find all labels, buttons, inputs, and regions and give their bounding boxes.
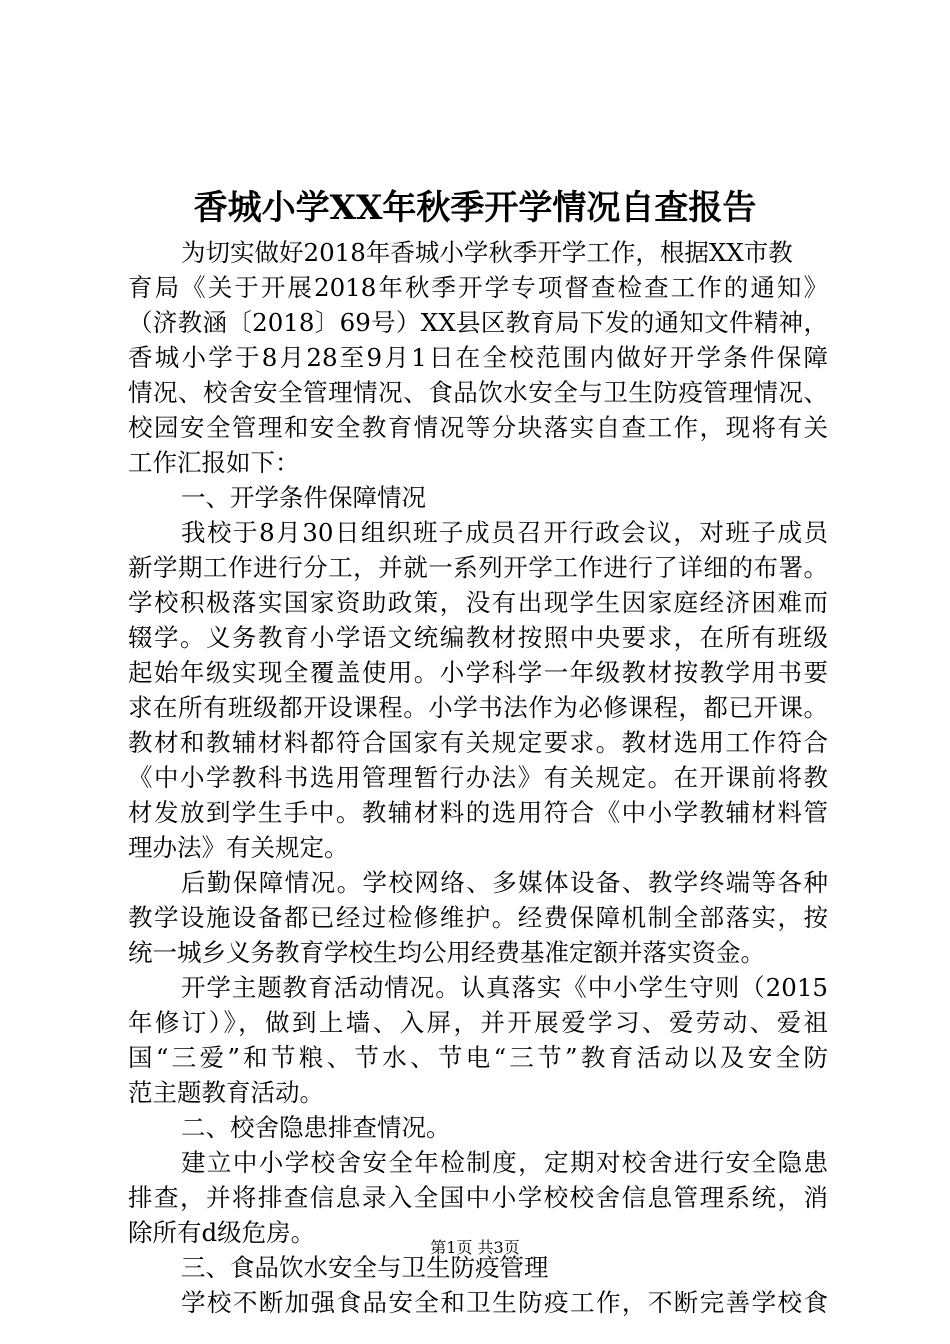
text-line: 后勤保障情况。学校网络、多媒体设备、教学终端等各种 [181, 868, 828, 897]
text-line: 《中小学教科书选用管理暂行办法》有关规定。在开课前将教 [128, 763, 828, 792]
text-line: 情况、校舍安全管理情况、食品饮水安全与卫生防疫管理情况、 [128, 378, 828, 407]
text-line: 教学设施设备都已经过检修维护。经费保障机制全部落实，按 [128, 903, 828, 932]
page-footer: 第1页 共3页 [430, 1238, 520, 1257]
text-line: 香城小学于8月28至9月1日在全校范围内做好开学条件保障 [128, 343, 828, 372]
document-title: 香城小学XX年秋季开学情况自查报告 [193, 188, 757, 228]
text-line: 辍学。义务教育小学语文统编教材按照中央要求，在所有班级 [128, 623, 828, 652]
text-line: 年修订）》，做到上墙、入屏，并开展爱学习、爱劳动、爱祖 [128, 1008, 828, 1037]
text-line: 开学主题教育活动情况。认真落实《中小学生守则（2015 [181, 973, 828, 1002]
text-line: 为切实做好2018年香城小学秋季开学工作，根据XX市教 [181, 238, 793, 267]
text-line: 统一城乡义务教育学校生均公用经费基准定额并落实资金。 [128, 938, 765, 967]
section-heading: 三、食品饮水安全与卫生防疫管理 [181, 1253, 549, 1282]
text-line: 育局《关于开展2018年秋季开学专项督查检查工作的通知》 [128, 273, 828, 302]
document-body [128, 235, 828, 1320]
text-line: 校园安全管理和安全教育情况等分块落实自查工作，现将有关 [128, 413, 828, 442]
text-line: 教材和教辅材料都符合国家有关规定要求。教材选用工作符合 [128, 728, 828, 757]
text-line: 学校积极落实国家资助政策，没有出现学生因家庭经济困难而 [128, 588, 828, 617]
text-line: （济教涵〔2018〕69号）XX县区教育局下发的通知文件精神， [128, 308, 828, 337]
text-line: 我校于8月30日组织班子成员召开行政会议，对班子成员 [181, 518, 828, 547]
text-line: 起始年级实现全覆盖使用。小学科学一年级教材按教学用书要 [128, 658, 828, 687]
text-line: 国“三爱”和节粮、节水、节电“三节”教育活动以及安全防 [128, 1043, 828, 1072]
text-line: 材发放到学生手中。教辅材料的选用符合《中小学教辅材料管 [128, 798, 828, 827]
section-heading: 二、校舍隐患排查情况。 [181, 1113, 451, 1142]
text-line: 求在所有班级都开设课程。小学书法作为必修课程，都已开课。 [128, 693, 828, 722]
section-heading: 一、开学条件保障情况 [181, 483, 426, 512]
text-line: 排查，并将排查信息录入全国中小学校校舍信息管理系统，消 [128, 1183, 828, 1212]
text-line: 工作汇报如下： [128, 448, 300, 477]
text-line: 理办法》有关规定。 [128, 833, 349, 862]
text-line: 除所有d级危房。 [128, 1218, 316, 1247]
text-line: 建立中小学校舍安全年检制度，定期对校舍进行安全隐患 [181, 1148, 828, 1177]
text-line: 学校不断加强食品安全和卫生防疫工作，不断完善学校食 [181, 1288, 828, 1317]
text-line: 范主题教育活动。 [128, 1078, 324, 1107]
text-line: 新学期工作进行分工，并就一系列开学工作进行了详细的布署。 [128, 553, 828, 582]
